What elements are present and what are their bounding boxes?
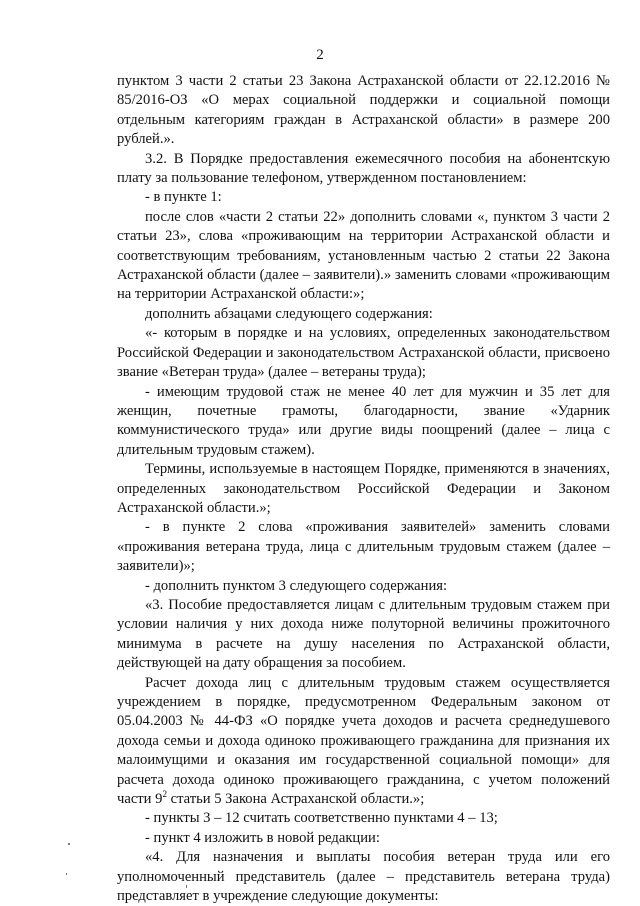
paragraph: «3. Пособие предоставляется лицам с длительным трудовым стажем при условии наличия у них дохода ниже полуторной величины прожиточного минимума в расчете на душу населения по Астраханской области, действующей на дату обращения за пособием. bbox=[117, 596, 610, 672]
paragraph: - в пункте 2 слова «проживания заявителей» заменить словами «проживания ветерана труда, лица с длительным трудовым стажем (далее – заявители)»; bbox=[117, 519, 610, 575]
paragraph: Термины, используемые в настоящем Порядке, применяются в значениях, определенных законодательством Российской Федерации и Законом Астраханской области.»; bbox=[117, 461, 610, 516]
paragraph: пунктом 3 части 2 статьи 23 Закона Астраханской области от 22.12.2016 № 85/2016-ОЗ «О мерах социальной поддержки и социальной помощи отдельным категориям граждан в Астраханской области» в размере 200 рублей.». bbox=[117, 73, 610, 148]
paragraph bbox=[117, 674, 610, 810]
paragraph: - пункт 4 изложить в новой редакции: bbox=[145, 829, 380, 846]
paragraph: - дополнить пунктом 3 следующего содержания: bbox=[145, 577, 448, 594]
scan-speck bbox=[186, 885, 187, 888]
paragraph: «4. Для назначения и выплаты пособия ветеран труда или его уполномоченный представитель (далее – представитель ветерана труда) представляет в учреждение следующие документы: bbox=[117, 849, 610, 905]
paragraph: - в пункте 1: bbox=[145, 189, 222, 206]
paragraph: дополнить абзацами следующего содержания: bbox=[145, 305, 433, 322]
page-number: 2 bbox=[316, 47, 324, 63]
paragraph: 3.2. В Порядке предоставления ежемесячного пособия на абонентскую плату за пользование телефоном, утвержденном постановлением: bbox=[117, 150, 610, 187]
superscript: 2 bbox=[162, 789, 167, 800]
scan-speck bbox=[66, 873, 67, 875]
paragraph: - имеющим трудовой стаж не менее 40 лет для мужчин и 35 лет для женщин, почетные грамоты, благодарности, звание «Ударник коммунистического труда» или другие виды поощрений (далее – лица с длительным трудовым стажем). bbox=[117, 383, 610, 458]
paragraph-text: Расчет дохода лиц с длительным трудовым стажем осуществляется учреждением в порядке, предусмотренном Федеральным законом от 05.04.2003 № 44-ФЗ «О порядке учета доходов и расчета среднедушевого дохода семьи и дохода одиноко проживающего гражданина для признания их малоимущими и оказания им государственной социальной помощи» для расчета дохода одиноко проживающего гражданина, с учетом положений части 9 bbox=[117, 674, 610, 808]
document-body bbox=[117, 72, 610, 906]
paragraph: - пункты 3 – 12 считать соответственно пунктами 4 – 13; bbox=[145, 810, 498, 827]
paragraph-text: статьи 5 Закона Астраханской области.»; bbox=[166, 791, 425, 808]
paragraph: «- которым в порядке и на условиях, определенных законодательством Российской Федерации и законодательством Астраханской области, присвоено звание «Ветеран труда» (далее – ветераны труда); bbox=[117, 325, 610, 381]
scan-speck bbox=[68, 843, 70, 845]
paragraph: после слов «части 2 статьи 22» дополнить словами «, пунктом 3 части 2 статьи 23», слова «проживающим на территории Астраханской области и соответствующим требованиям, установленным частью 2 статьи 22 Закона Астраханской области (далее – заявители).» заменить словами «проживающим на территории Астраханской области:»; bbox=[117, 208, 610, 303]
